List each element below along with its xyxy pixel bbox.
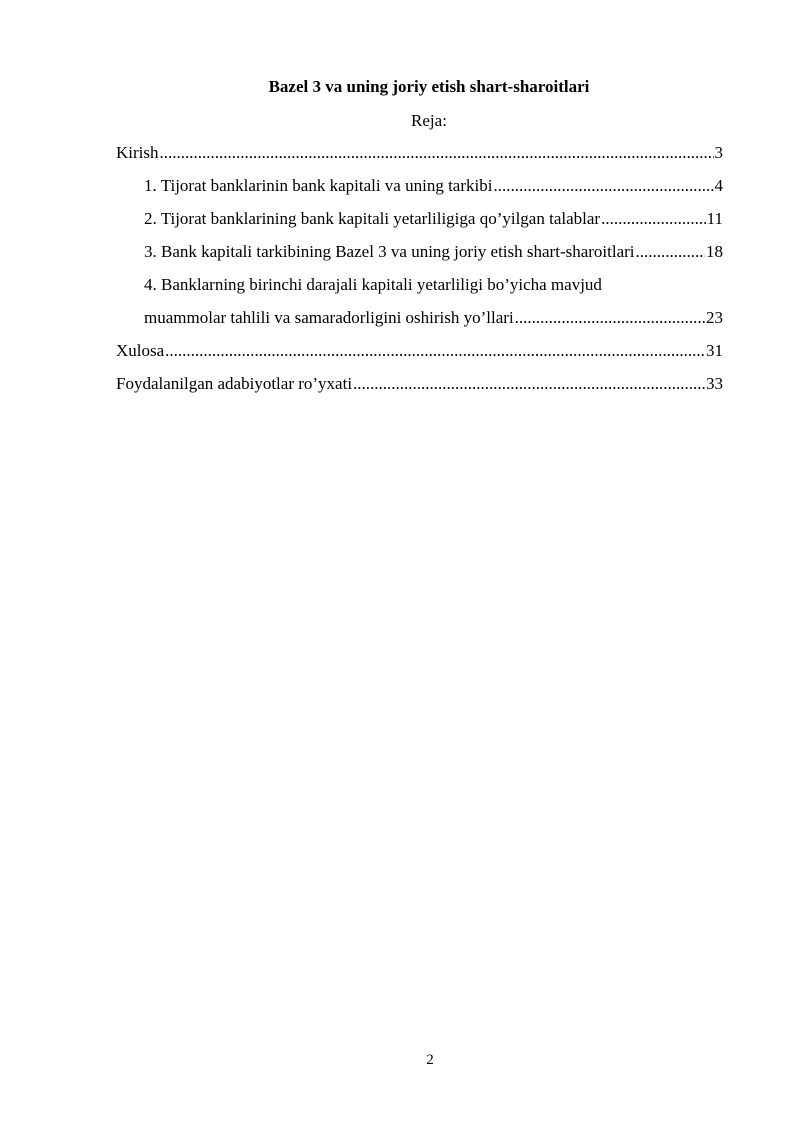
toc-entry-3[interactable] xyxy=(116,241,723,274)
toc-entry-2[interactable] xyxy=(116,208,723,241)
toc-entry-page: 23 xyxy=(706,308,723,327)
toc-leader-dots xyxy=(601,208,706,230)
toc-entry-adabiyotlar[interactable] xyxy=(116,373,723,406)
table-of-contents xyxy=(116,142,723,406)
toc-entry-1[interactable] xyxy=(116,175,723,208)
toc-entry-4-line2[interactable] xyxy=(116,307,723,340)
toc-entry-label: Kirish xyxy=(116,143,159,162)
toc-entry-label: muammolar tahlili va samaradorligini oshirish yo’llari xyxy=(144,308,514,327)
toc-entry-page: 3 xyxy=(714,143,723,162)
toc-leader-dots xyxy=(636,241,705,263)
toc-entry-label: 4. Banklarning birinchi darajali kapitali yetarliligi bo’yicha mavjud xyxy=(144,275,602,294)
toc-leader-dots xyxy=(515,307,705,329)
toc-entry-label: 2. Tijorat banklarining bank kapitali yetarliligiga qo’yilgan talablar xyxy=(144,209,601,228)
toc-leader-dots xyxy=(493,175,713,197)
toc-entry-page: 31 xyxy=(706,341,723,360)
toc-entry-page: 33 xyxy=(706,374,723,393)
toc-entry-label: 3. Bank kapitali tarkibining Bazel 3 va uning joriy etish shart-sharoitlari xyxy=(144,242,635,261)
toc-entry-label: Foydalanilgan adabiyotlar ro’yxati xyxy=(116,374,353,393)
plan-heading: Reja: xyxy=(411,111,447,130)
toc-leader-dots xyxy=(165,340,705,362)
document-title: Bazel 3 va uning joriy etish shart-sharoitlari xyxy=(268,77,590,96)
toc-leader-dots xyxy=(353,373,705,395)
toc-entry-xulosa[interactable] xyxy=(116,340,723,373)
toc-entry-4-line1[interactable] xyxy=(116,274,723,307)
toc-entry-label: Xulosa xyxy=(116,341,165,360)
toc-entry-label: 1. Tijorat banklarinin bank kapitali va uning tarkibi xyxy=(144,176,493,195)
toc-entry-page: 11 xyxy=(706,209,723,228)
toc-entry-page: 4 xyxy=(714,176,723,195)
toc-entry-kirish[interactable] xyxy=(116,142,723,175)
page-number: 2 xyxy=(426,1052,434,1068)
toc-entry-page: 18 xyxy=(706,242,723,261)
toc-leader-dots xyxy=(160,142,714,164)
